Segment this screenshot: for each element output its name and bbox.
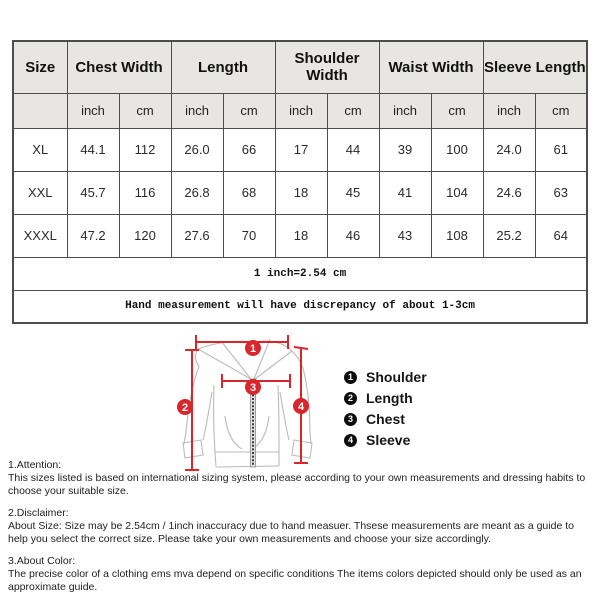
table-cell: 26.8 (171, 171, 223, 214)
table-cell: 25.2 (483, 214, 535, 257)
table-cell: 70 (223, 214, 275, 257)
table-cell: 46 (327, 214, 379, 257)
section-title: 2.Disclaimer: (8, 507, 69, 519)
unit-header: inch (171, 93, 223, 128)
section-title: 1.Attention: (8, 459, 62, 471)
circled-3-icon: 3 (344, 413, 357, 426)
legend-item-length (344, 391, 427, 405)
legend-label: Sleeve (366, 432, 411, 448)
circled-1-icon: 1 (344, 371, 357, 384)
table-cell: 26.0 (171, 128, 223, 171)
column-header-waist-width: Waist Width (379, 41, 483, 93)
unit-header: cm (119, 93, 171, 128)
unit-header: cm (223, 93, 275, 128)
circled-2-icon: 2 (344, 392, 357, 405)
conversion-note-row (13, 257, 587, 290)
marker-3-number: 3 (249, 382, 257, 394)
unit-header: inch (379, 93, 431, 128)
size-label: XXL (13, 171, 67, 214)
size-label: XL (13, 128, 67, 171)
marker-1-number: 1 (249, 343, 257, 355)
size-chart-table (12, 40, 588, 324)
table-cell: 41 (379, 171, 431, 214)
table-cell: 100 (431, 128, 483, 171)
table-cell: 120 (119, 214, 171, 257)
section-disclaimer (8, 507, 594, 546)
legend-item-shoulder (344, 370, 427, 384)
table-cell: 61 (535, 128, 587, 171)
table-cell: 24.6 (483, 171, 535, 214)
unit-header: inch (67, 93, 119, 128)
table-cell: 66 (223, 128, 275, 171)
legend-label: Chest (366, 411, 405, 427)
table-header-row (13, 41, 587, 93)
table-cell: 112 (119, 128, 171, 171)
table-cell: 116 (119, 171, 171, 214)
column-header-size: Size (13, 41, 67, 93)
column-header-length: Length (171, 41, 275, 93)
unit-header: inch (483, 93, 535, 128)
section-body: This sizes listed is based on international sizing system, please according to your own measurements and dressing habits to choose your suitable size. (8, 472, 586, 497)
table-cell: 39 (379, 128, 431, 171)
section-body: The precise color of a clothing ems mva depend on specific conditions The items colors depicted should only be used as an approximate guide. (8, 568, 582, 593)
table-cell: 108 (431, 214, 483, 257)
section-about-color (8, 555, 594, 594)
table-units-row (13, 93, 587, 128)
measurement-note-row (13, 290, 587, 323)
legend-item-chest (344, 412, 427, 426)
section-attention (8, 459, 594, 498)
column-header-shoulder-width: Shoulder Width (275, 41, 379, 93)
size-label: XXXL (13, 214, 67, 257)
table-cell: 45.7 (67, 171, 119, 214)
table-cell: 44.1 (67, 128, 119, 171)
table-cell: 63 (535, 171, 587, 214)
table-cell: 47.2 (67, 214, 119, 257)
table-cell-empty (13, 93, 67, 128)
table-cell: 44 (327, 128, 379, 171)
unit-header: inch (275, 93, 327, 128)
measurement-legend (344, 370, 427, 447)
measurement-lines (185, 335, 308, 470)
table-cell: 68 (223, 171, 275, 214)
legend-label: Length (366, 390, 413, 406)
legend-item-sleeve (344, 433, 427, 447)
table-cell: 45 (327, 171, 379, 214)
unit-header: cm (431, 93, 483, 128)
section-title: 3.About Color: (8, 555, 76, 567)
table-row-xxl (13, 171, 587, 214)
table-cell: 104 (431, 171, 483, 214)
unit-header: cm (327, 93, 379, 128)
column-header-chest-width: Chest Width (67, 41, 171, 93)
table-cell: 24.0 (483, 128, 535, 171)
legend-label: Shoulder (366, 369, 427, 385)
table-cell: 27.6 (171, 214, 223, 257)
marker-2-number: 2 (181, 402, 189, 414)
table-cell: 18 (275, 214, 327, 257)
table-cell: 18 (275, 171, 327, 214)
hoodie-outline-icon (183, 339, 312, 467)
table-cell: 17 (275, 128, 327, 171)
circled-4-icon: 4 (344, 434, 357, 447)
footnotes (8, 459, 594, 603)
table-row-xl (13, 128, 587, 171)
section-body: About Size: Size may be 2.54cm / 1inch inaccuracy due to hand measuer. Thsese measurements are meant as a guide to help you select the correct size. Please take your own measurements and choose your size accordingly. (8, 520, 574, 545)
table-cell: 43 (379, 214, 431, 257)
table-cell: 64 (535, 214, 587, 257)
hoodie-measurement-diagram (165, 330, 337, 480)
conversion-note: 1 inch=2.54 cm (13, 257, 587, 290)
marker-4-number: 4 (297, 401, 305, 413)
unit-header: cm (535, 93, 587, 128)
measurement-note: Hand measurement will have discrepancy of about 1-3cm (13, 290, 587, 323)
column-header-sleeve-length: Sleeve Length (483, 41, 587, 93)
table-row-xxxl (13, 214, 587, 257)
